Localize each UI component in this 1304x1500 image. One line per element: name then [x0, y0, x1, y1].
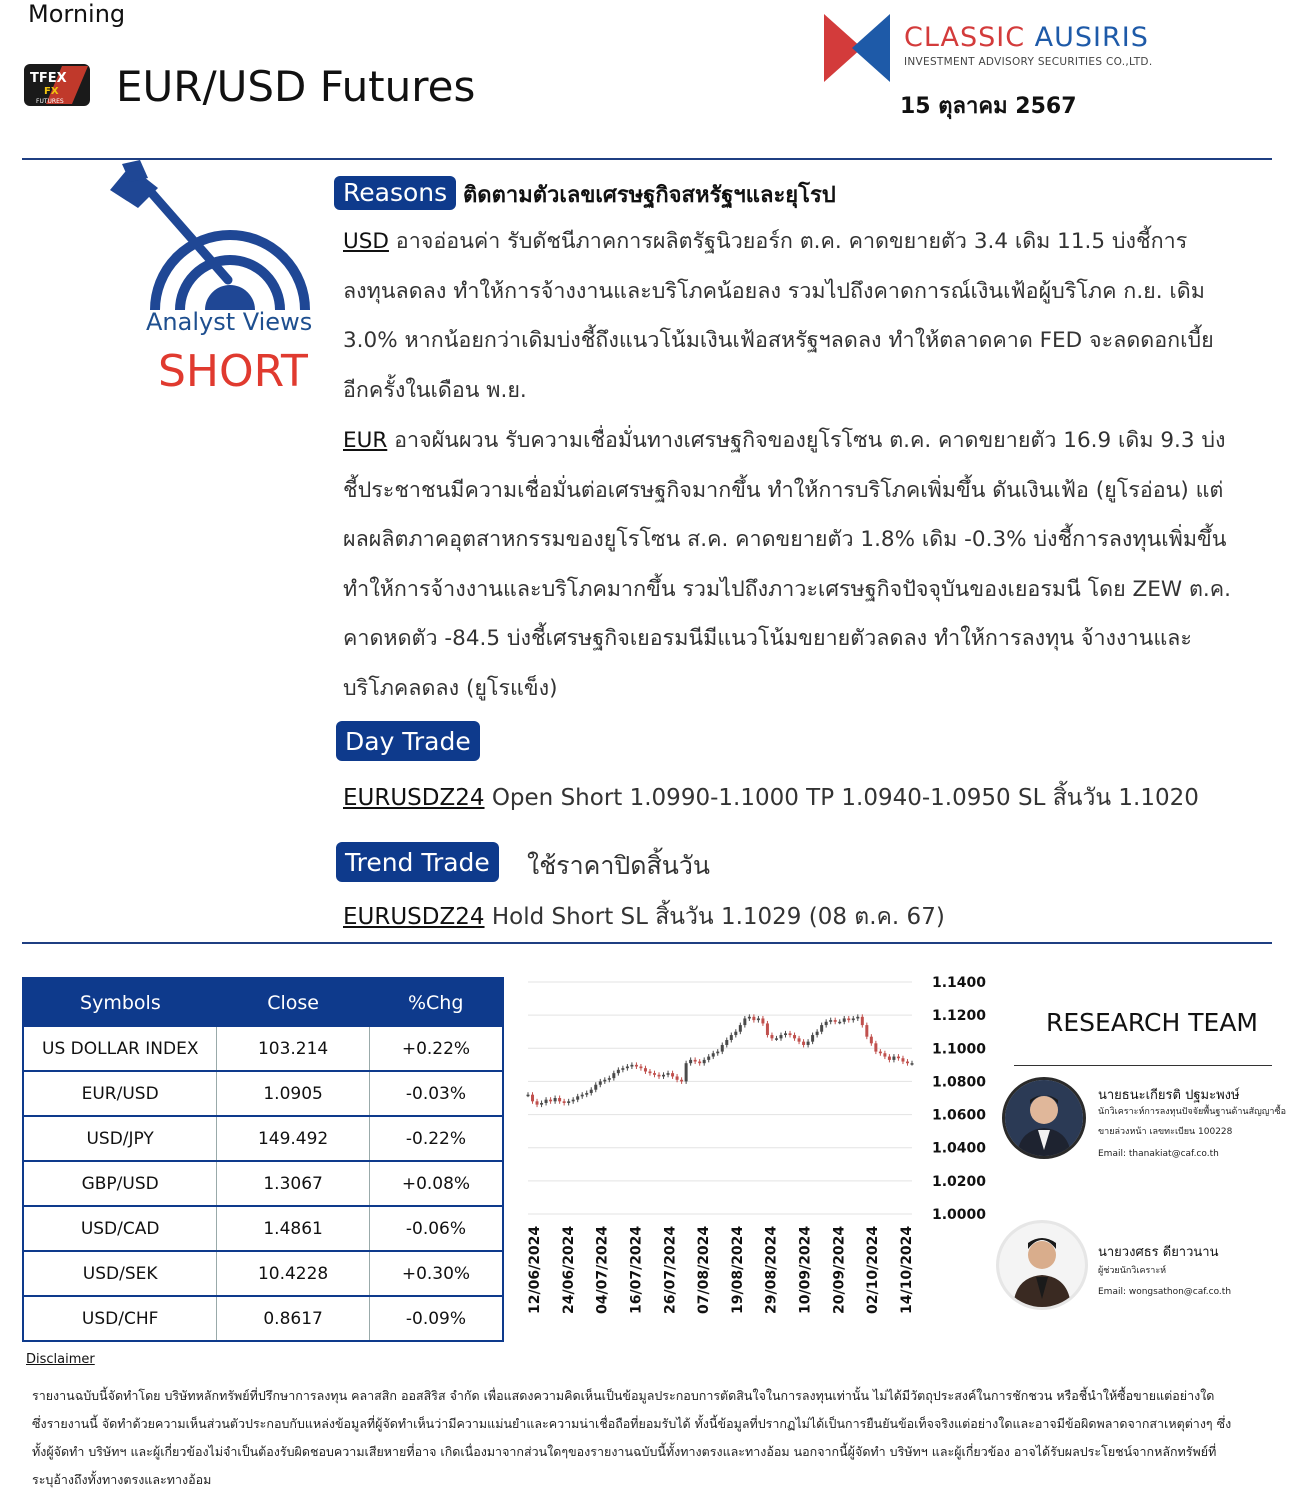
candle-body — [712, 1053, 715, 1056]
member-email: Email: wongsathon@caf.co.th — [1098, 1287, 1232, 1297]
y-tick-label: 1.0400 — [932, 1140, 987, 1157]
table-row — [23, 1027, 503, 1071]
candle-body — [888, 1057, 891, 1060]
candle-body — [536, 1101, 539, 1104]
candle-body — [779, 1035, 782, 1038]
eur-label: EUR — [343, 428, 388, 453]
candle-body — [635, 1065, 638, 1067]
change-cell: +0.22% — [369, 1027, 503, 1071]
eur-text: อาจผันผวน รับความเชื่อมั่นทางเศรษฐกิจของยูโรโซน ต.ค. คาดขยายตัว 16.9 เดิม 9.3 บ่งชี้ประชาชนมีความเชื่อมั่นต่อเศรษฐกิจมากขึ้น ทำให้การบริโภคเพิ่มขึ้น ดันเงินเฟ้อ (ยูโรอ่อน) แต่ผลผลิตภาคอุตสาหกรรมของยูโรโซน ส.ค. คาดขยายตัว 1.8% เดิม -0.3% บ่งชี้การลงทุนเพิ่มขึ้น ทำให้การจ้างงานและบริโภคมากขึ้น รวมไปถึงภาวะเศรษฐกิจปัจจุบันของเยอรมนี โดย ZEW ต.ค. คาดหดตัว -84.5 บ่งชี้เศรษฐกิจเยอรมนีมีแนวโน้มขยายตัวลดลง ทำให้การลงทุน จ้างงานและบริโภคลดลง (ยูโรแข็ง) — [343, 428, 1231, 701]
candle-body — [811, 1035, 814, 1042]
change-cell: +0.08% — [369, 1161, 503, 1206]
candle-body — [558, 1098, 561, 1101]
research-team-title: RESEARCH TEAM — [1046, 1008, 1258, 1037]
disclaimer-text: รายงานฉบับนี้จัดทำโดย บริษัทหลักทรัพย์ที่ปรึกษาการลงทุน คลาสสิก ออสสิริส จำกัด เพื่อแสดงความคิดเห็นเป็นข้อมูลประกอบการตัดสินใจในการลงทุนเท่านั้น ไม่ได้มีวัตถุประสงค์ในการชักชวน หรือชี้นำให้ซื้อขายแต่อย่างใด ซึ่งรายงานนี้ จัดทำด้วยความเห็นส่วนตัวประกอบกับแหล่งข้อมูลที่ผู้จัดทำเห็นว่ามีความแม่นยำและความน่าเชื่อถือที่ยอมรับได้ ทั้งนี้ข้อมูลที่ปรากฏไม่ได้เป็นการยืนยันข้อเท็จจริงแต่อย่างใดและอาจมีข้อผิดพลาดจากสาเหตุต่างๆ ซึ่งทั้งผู้จัดทำ บริษัทฯ และผู้เกี่ยวข้องไม่จำเป็นต้องรับผิดชอบความเสียหายที่อาจ เกิดเนื่องมาจากส่วนใดๆของรายงานฉบับนี้ทั้งทางตรงและทางอ้อม นอกจากนี้ผู้จัดทำ บริษัทฯ และผู้เกี่ยวข้อง อาจได้รับผลประโยชน์จากหลักทรัพย์ที่ระบุอ้างถึงทั้งทางตรงและทางอ้อม — [32, 1388, 1232, 1487]
candle-body — [527, 1095, 530, 1097]
x-tick-label: 24/06/2024 — [560, 1225, 577, 1314]
person-icon — [1005, 1080, 1083, 1156]
y-tick-label: 1.1200 — [932, 1008, 987, 1025]
candle-body — [734, 1032, 737, 1035]
column-header: Close — [217, 978, 370, 1027]
usd-text: อาจอ่อนค่า รับดัชนีภาคการผลิตรัฐนิวยอร์ก ต.ค. คาดขยายตัว 3.4 เดิม 11.5 บ่งชี้การลงทุนลดลง ทำให้การจ้างงานและบริโภคน้อยลง รวมไปถึงคาดการณ์เงินเฟ้อผู้บริโภค ก.ย. เดิม 3.0% หากน้อยกว่าเดิมบ่งชี้ถึงแนวโน้มเงินเฟ้อสหรัฐฯลดลง ทำให้ตลาดคาด FED จะลดดอกเบี้ยอีกครั้งในเดือน พ.ย. — [343, 229, 1214, 403]
candle-body — [721, 1045, 724, 1052]
table-header-row — [23, 978, 503, 1027]
member-name: นายวงศธร ดียาวนาน — [1098, 1245, 1219, 1260]
candle-body — [594, 1085, 597, 1090]
candle-body — [581, 1095, 584, 1097]
middle-divider — [22, 942, 1272, 944]
candle-body — [630, 1065, 633, 1067]
y-tick-label: 1.1000 — [932, 1041, 987, 1058]
brand-subtitle: INVESTMENT ADVISORY SECURITIES CO.,LTD. — [904, 56, 1153, 68]
candle-body — [626, 1067, 629, 1069]
candle-body — [608, 1078, 611, 1080]
member-email: Email: thanakiat@caf.co.th — [1098, 1149, 1219, 1159]
trend-trade-note: ใช้ราคาปิดสิ้นวัน — [527, 851, 710, 880]
x-tick-label: 29/08/2024 — [763, 1225, 780, 1314]
y-tick-label: 1.0600 — [932, 1107, 987, 1124]
candle-body — [730, 1035, 733, 1040]
change-cell: -0.09% — [369, 1296, 503, 1341]
close-cell: 10.4228 — [217, 1251, 370, 1296]
candle-body — [870, 1037, 873, 1044]
candle-body — [847, 1018, 850, 1020]
candle-body — [879, 1052, 882, 1054]
candle-body — [901, 1058, 904, 1061]
candle-body — [599, 1081, 602, 1084]
member-role: นักวิเคราะห์การลงทุนปัจจัยพื้นฐานด้านสัญญาซื้อขายล่วงหน้า เลขทะเบียน 100228 — [1098, 1107, 1286, 1137]
close-cell: 149.492 — [217, 1116, 370, 1161]
x-tick-label: 07/08/2024 — [696, 1225, 713, 1314]
x-tick-label: 26/07/2024 — [662, 1225, 679, 1314]
close-cell: 1.4861 — [217, 1206, 370, 1251]
candle-body — [807, 1042, 810, 1045]
brand-name — [904, 22, 1149, 53]
candle-body — [648, 1071, 651, 1073]
candle-body — [567, 1101, 570, 1103]
candle-body — [621, 1068, 624, 1070]
candle-body — [770, 1035, 773, 1038]
candle-body — [639, 1067, 642, 1069]
candle-body — [789, 1033, 792, 1035]
column-header: Symbols — [23, 978, 217, 1027]
day-trade-symbol: EURUSDZ24 — [343, 785, 485, 811]
candle-body — [865, 1025, 868, 1037]
candle-body — [694, 1060, 697, 1062]
candle-body — [743, 1018, 746, 1025]
change-cell: -0.03% — [369, 1071, 503, 1116]
symbol-cell: USD/CHF — [23, 1296, 217, 1341]
candle-body — [689, 1060, 692, 1063]
candle-body — [590, 1090, 593, 1093]
candle-body — [897, 1057, 900, 1059]
candle-body — [585, 1093, 588, 1095]
fx-quotes-table — [22, 977, 504, 1342]
x-tick-label: 19/08/2024 — [729, 1225, 746, 1314]
candle-body — [685, 1063, 688, 1081]
close-cell: 1.3067 — [217, 1161, 370, 1206]
research-team-divider — [1014, 1065, 1272, 1066]
candle-body — [707, 1057, 710, 1060]
disclaimer-title: Disclaimer — [26, 1352, 95, 1367]
candle-body — [834, 1020, 837, 1022]
x-tick-label: 04/07/2024 — [594, 1225, 611, 1314]
candle-body — [906, 1062, 909, 1064]
day-trade-text: Open Short 1.0990-1.1000 TP 1.0940-1.0950 SL สิ้นวัน 1.1020 — [484, 785, 1199, 811]
candle-body — [703, 1060, 706, 1063]
close-cell: 1.0905 — [217, 1071, 370, 1116]
candle-body — [603, 1080, 606, 1082]
candle-body — [761, 1018, 764, 1023]
candle-body — [545, 1100, 548, 1103]
candle-body — [748, 1017, 751, 1019]
avatar — [1002, 1077, 1086, 1159]
candle-body — [671, 1073, 674, 1076]
candle-body — [852, 1018, 855, 1020]
symbol-cell: EUR/USD — [23, 1071, 217, 1116]
eurusd-price-chart — [520, 970, 1000, 1330]
table-row — [23, 1206, 503, 1251]
symbol-cell: US DOLLAR INDEX — [23, 1027, 217, 1071]
candle-body — [775, 1038, 778, 1040]
avatar — [996, 1220, 1088, 1310]
report-date: 15 ตุลาคม 2567 — [900, 94, 1077, 119]
table-row — [23, 1116, 503, 1161]
close-cell: 0.8617 — [217, 1296, 370, 1341]
trend-trade-symbol: EURUSDZ24 — [343, 904, 485, 930]
trend-trade-line — [343, 899, 945, 935]
candle-body — [766, 1023, 769, 1035]
candle-body — [540, 1103, 543, 1105]
candle-body — [798, 1038, 801, 1041]
analyst-views-label: Analyst Views — [146, 308, 313, 336]
candle-body — [680, 1080, 683, 1082]
candle-body — [644, 1068, 647, 1071]
classic-ausiris-logo — [822, 12, 892, 84]
candle-body — [892, 1057, 895, 1060]
member-name: นายธนะเกียรติ ปฐมะพงษ์ — [1098, 1088, 1240, 1103]
candle-body — [662, 1075, 665, 1077]
candle-body — [698, 1062, 701, 1064]
brand-name-second: AUSIRIS — [1034, 22, 1149, 53]
change-cell: -0.06% — [369, 1206, 503, 1251]
table-row — [23, 1071, 503, 1116]
svg-text:TFEX: TFEX — [30, 71, 67, 86]
close-cell: 103.214 — [217, 1027, 370, 1071]
symbol-cell: USD/CAD — [23, 1206, 217, 1251]
candle-body — [667, 1073, 670, 1075]
target-arrow-icon — [100, 160, 315, 310]
person-icon — [999, 1223, 1085, 1307]
candle-body — [554, 1098, 557, 1101]
candle-body — [658, 1075, 661, 1077]
x-tick-label: 20/09/2024 — [831, 1225, 848, 1314]
trend-trade-text: Hold Short SL สิ้นวัน 1.1029 (08 ต.ค. 67) — [484, 904, 945, 930]
x-tick-label: 16/07/2024 — [628, 1225, 645, 1314]
candle-body — [816, 1032, 819, 1035]
symbol-cell: USD/SEK — [23, 1251, 217, 1296]
candle-body — [856, 1017, 859, 1019]
candle-body — [752, 1017, 755, 1020]
candle-body — [911, 1063, 914, 1065]
candle-body — [716, 1052, 719, 1054]
table-row — [23, 1296, 503, 1341]
candle-body — [874, 1043, 877, 1051]
reasons-heading: ติดตามตัวเลขเศรษฐกิจสหรัฐฯและยุโรป — [463, 183, 836, 208]
day-trade-pill: Day Trade — [336, 721, 480, 761]
candle-body — [829, 1020, 832, 1022]
y-tick-label: 1.0000 — [932, 1207, 987, 1223]
candle-body — [531, 1095, 534, 1102]
view-direction: SHORT — [158, 346, 308, 397]
x-tick-label: 02/10/2024 — [865, 1225, 882, 1314]
x-tick-label: 10/09/2024 — [797, 1225, 814, 1314]
candle-body — [549, 1100, 552, 1102]
table-row — [23, 1161, 503, 1206]
candle-body — [843, 1018, 846, 1021]
y-tick-label: 1.0800 — [932, 1074, 987, 1091]
y-tick-label: 1.1400 — [932, 975, 987, 991]
page-title: EUR/USD Futures — [116, 62, 476, 111]
candle-body — [653, 1073, 656, 1075]
reasons-pill: Reasons — [334, 176, 456, 210]
member-role: ผู้ช่วยนักวิเคราะห์ — [1098, 1266, 1167, 1276]
x-tick-label: 12/06/2024 — [527, 1225, 543, 1314]
candle-body — [563, 1101, 566, 1103]
candle-body — [838, 1022, 841, 1024]
change-cell: -0.22% — [369, 1116, 503, 1161]
y-tick-label: 1.0200 — [932, 1173, 987, 1190]
x-tick-label: 14/10/2024 — [899, 1225, 915, 1314]
symbol-cell: GBP/USD — [23, 1161, 217, 1206]
svg-text:FX: FX — [44, 86, 59, 97]
trend-trade-pill: Trend Trade — [336, 842, 499, 882]
candle-body — [617, 1070, 620, 1073]
candle-body — [820, 1025, 823, 1032]
candle-body — [676, 1076, 679, 1079]
candle-body — [757, 1018, 760, 1020]
candle-body — [725, 1040, 728, 1045]
edition-label: Morning — [28, 0, 126, 28]
day-trade-line — [343, 780, 1199, 816]
candle-body — [802, 1042, 805, 1045]
usd-paragraph — [343, 217, 1238, 415]
table-row — [23, 1251, 503, 1296]
candle-body — [825, 1022, 828, 1025]
usd-label: USD — [343, 229, 389, 254]
candle-body — [572, 1100, 575, 1102]
column-header: %Chg — [369, 978, 503, 1027]
svg-text:FUTURES: FUTURES — [36, 98, 64, 105]
tfex-fx-futures-logo — [22, 62, 92, 108]
symbol-cell: USD/JPY — [23, 1116, 217, 1161]
candle-body — [861, 1017, 864, 1025]
brand-name-first: CLASSIC — [904, 22, 1026, 53]
candle-body — [793, 1035, 796, 1038]
eur-paragraph — [343, 416, 1238, 713]
candle-body — [784, 1033, 787, 1035]
candle-body — [612, 1073, 615, 1078]
change-cell: +0.30% — [369, 1251, 503, 1296]
candle-body — [739, 1025, 742, 1032]
candle-body — [576, 1096, 579, 1099]
candle-body — [883, 1053, 886, 1056]
